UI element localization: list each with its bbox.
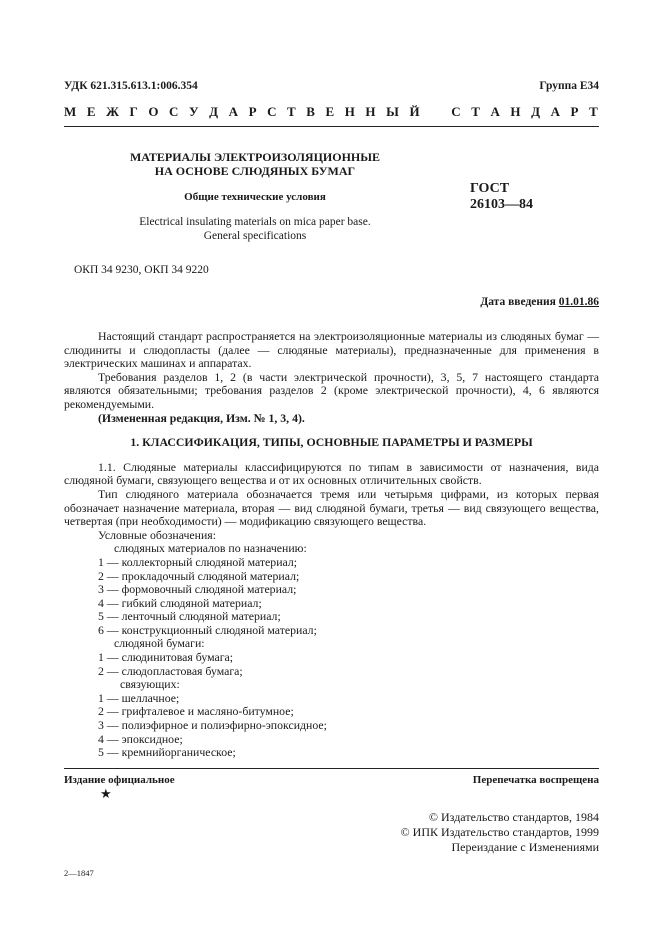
interstate-letter: Ж [106, 104, 119, 119]
interstate-letter: Н [510, 104, 521, 119]
purpose-list [64, 556, 599, 638]
interstate-letter: В [306, 104, 315, 119]
list-item: 6 — конструкционный слюдяной материал; [98, 622, 317, 637]
intro-paragraph-1: Настоящий стандарт распространяется на электроизоляционные материалы из слюдяных бумаг — слюдиниты и слюдопласты (далее — слюдяные материалы), предназначенные для применения в электрических машинах и аппаратах. [64, 329, 599, 371]
list-item: 2 — грифталевое и масляно-битумное; [98, 704, 294, 719]
interstate-letter: Т [471, 104, 480, 119]
copyright-1: © Издательство стандартов, 1984 [428, 810, 599, 824]
interstate-letter: Т [287, 104, 296, 119]
document-subtitle: Общие технические условия [184, 191, 326, 203]
interstate-letter: Д [209, 104, 219, 119]
list-item: 2 — прокладочный слюдяной материал; [98, 568, 300, 583]
group-code: Группа Е34 [539, 80, 599, 92]
list-item: 1 — шеллачное; [98, 690, 180, 705]
okp-codes: ОКП 34 9230, ОКП 34 9220 [74, 264, 209, 276]
intro-paragraph-2: Требования разделов 1, 2 (в части электрической прочности), 3, 5, 7 настоящего стандарта являются обязательными; требования разделов 2 (кроме электрической прочности), 4, 6 являются рекомендуемыми. [64, 369, 599, 411]
interstate-letter: С [451, 104, 461, 119]
interstate-standard-heading [64, 104, 598, 120]
purpose-title: слюдяных материалов по назначению: [114, 541, 307, 556]
list-item: 1 — коллекторный слюдяной материал; [98, 554, 298, 569]
interstate-letter: С [169, 104, 179, 119]
interstate-letter: Й [409, 104, 420, 119]
interstate-letter: Р [570, 104, 579, 119]
amendment-note: (Измененная редакция, Изм. № 1, 3, 4). [98, 410, 305, 425]
gost-label: ГОСТ [470, 181, 510, 196]
footer-rule [64, 768, 599, 769]
section-1-paragraph-1: 1.1. Слюдяные материалы классифицируются по типам в зависимости от назначения, вида слюдяной бумаги, связующего вещества и от их основных отличительных свойств. [64, 459, 599, 488]
official-edition: Издание официальное [64, 774, 175, 786]
interstate-letter: С [267, 104, 277, 119]
effective-date-value: 01.01.86 [558, 296, 599, 308]
english-title-line-1: Electrical insulating materials on mica paper base. [139, 216, 371, 228]
interstate-letter: А [490, 104, 500, 119]
list-item: 3 — формовочный слюдяной материал; [98, 582, 297, 597]
legend-title: Условные обозначения: [98, 527, 216, 542]
paper-title: слюдяной бумаги: [114, 636, 205, 651]
interstate-letter: А [228, 104, 238, 119]
title-line-2: НА ОСНОВЕ СЛЮДЯНЫХ БУМАГ [154, 164, 356, 178]
list-item: 2 — слюдопластовая бумага; [98, 663, 243, 678]
interstate-letter: Р [248, 104, 257, 119]
interstate-letter: Г [129, 104, 138, 119]
english-title-line-2: General specifications [203, 230, 307, 242]
interstate-letter: Т [589, 104, 598, 119]
list-item: 3 — полиэфирное и полиэфирно-эпоксидное; [98, 718, 327, 733]
interstate-letter: Д [531, 104, 541, 119]
interstate-letter: О [148, 104, 159, 119]
interstate-letter: Е [86, 104, 96, 119]
interstate-letter: Е [325, 104, 335, 119]
interstate-letter: У [188, 104, 199, 119]
star-icon: ★ [100, 786, 112, 801]
list-item: 5 — ленточный слюдяной материал; [98, 609, 281, 624]
section-1-paragraph-2: Тип слюдяного материала обозначается тремя или четырьмя цифрами, из которых первая обозначает назначение материала, вторая — вид слюдяной бумаги, третья — вид связующего вещества, четвертая (при необходимости) — модификацию связующего вещества. [64, 486, 599, 529]
reprint-prohibited: Перепечатка воспрещена [472, 774, 599, 786]
reissue-note: Переиздание с Изменениями [451, 840, 599, 854]
interstate-letter: Н [344, 104, 355, 119]
udk-code: УДК 621.315.613.1:006.354 [64, 80, 198, 92]
list-item: 4 — гибкий слюдяной материал; [98, 595, 262, 610]
title-line-1: МАТЕРИАЛЫ ЭЛЕКТРОИЗОЛЯЦИОННЫЕ [129, 150, 381, 164]
copyright-block [401, 810, 599, 855]
header-rule [64, 126, 599, 127]
binder-title: связующих: [120, 677, 180, 692]
copyright-2: © ИПК Издательство стандартов, 1999 [400, 825, 599, 839]
binder-list [64, 692, 599, 760]
list-item: 4 — эпоксидное; [98, 731, 183, 746]
gost-designation [470, 181, 533, 213]
list-item: 5 — кремнийорганическое; [98, 745, 236, 760]
english-title [105, 215, 405, 243]
effective-date-label: Дата введения [480, 296, 556, 308]
interstate-letter: Ы [386, 104, 399, 119]
document-title [105, 150, 405, 178]
print-code: 2—1847 [64, 868, 94, 878]
interstate-letter: Н [365, 104, 376, 119]
gost-number: 26103—84 [470, 197, 533, 212]
section-1-heading: 1. КЛАССИФИКАЦИЯ, ТИПЫ, ОСНОВНЫЕ ПАРАМЕТРЫ И РАЗМЕРЫ [130, 435, 533, 450]
document-body [64, 330, 599, 760]
effective-date [480, 296, 599, 308]
interstate-letter: А [550, 104, 560, 119]
paper-list [64, 651, 599, 678]
list-item: 1 — слюдинитовая бумага; [98, 650, 234, 665]
interstate-letter: М [64, 104, 77, 119]
